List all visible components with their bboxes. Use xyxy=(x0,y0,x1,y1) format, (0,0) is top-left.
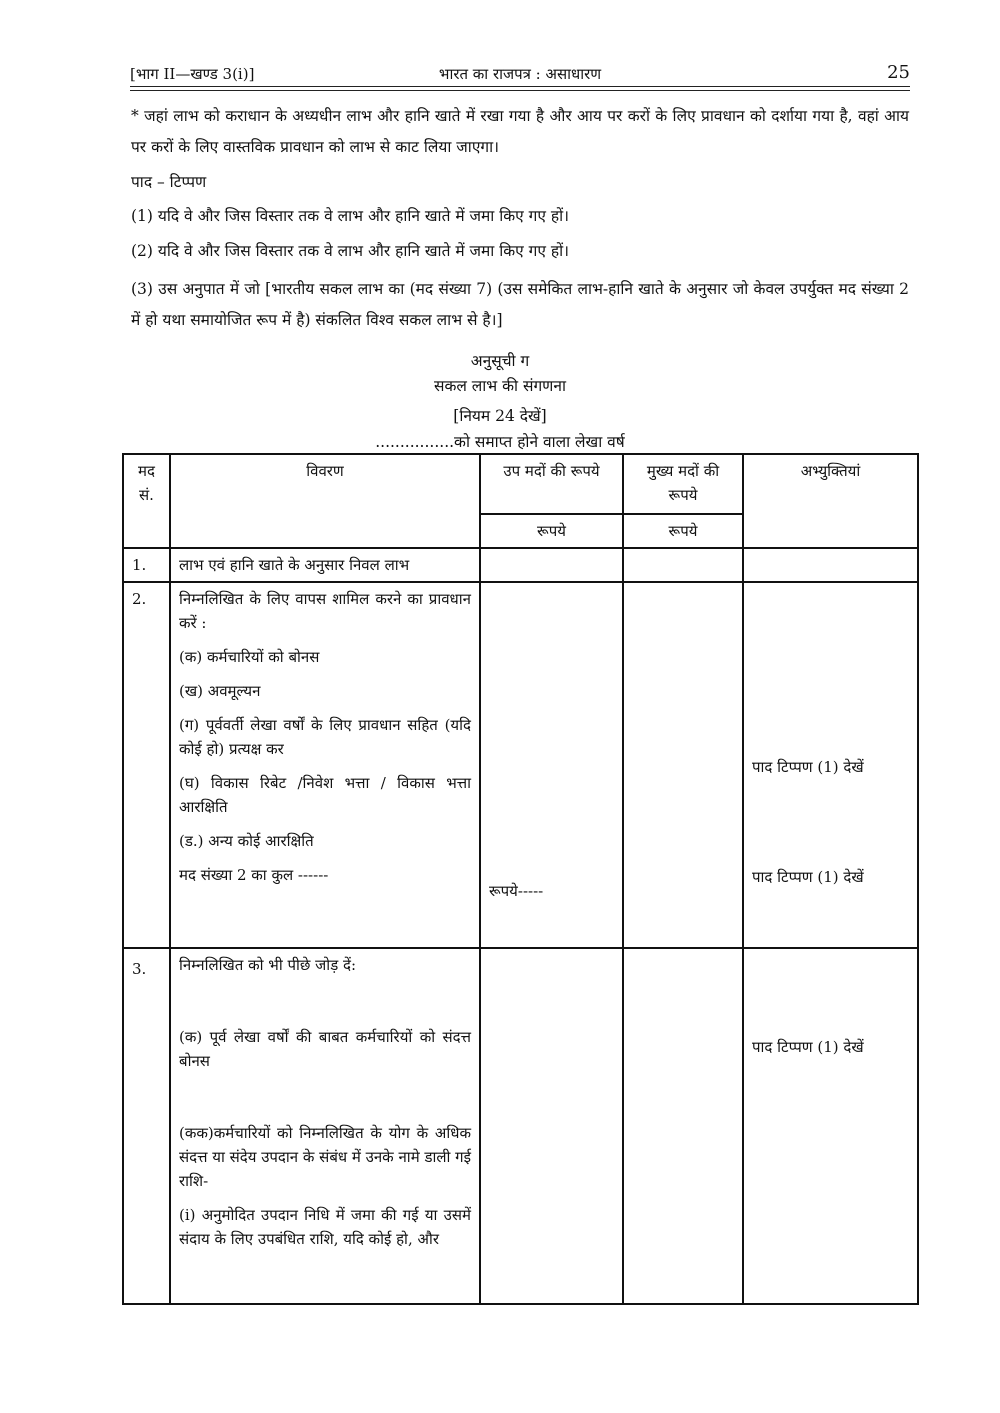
row-sub-amount xyxy=(480,548,623,582)
schedule-subtitle: सकल लाभ की संगणना xyxy=(433,377,567,395)
header-rule-top xyxy=(130,86,910,87)
list-item: (ख) अवमूल्यन xyxy=(179,682,261,700)
list-item: (i) अनुमोदित उपदान निधि में जमा की गई या उसमें संदाय के लिए उपबंधित राशि, यदि कोई हो, और xyxy=(179,1206,471,1248)
row-remarks xyxy=(743,582,918,948)
header-rule-bottom xyxy=(130,90,910,91)
remark-text: पाद टिप्पण (1) देखें xyxy=(752,758,864,776)
list-item: मद संख्या 2 का कुल ------ xyxy=(179,866,329,884)
footnote-3: (3) उस अनुपात में जो [भारतीय सकल लाभ का (मद संख्या 7) (उस समेकित लाभ-हानि खाते के अनुसार जो केवल उपर्युक्त मद संख्या 2 में हो यथा समायोजित रूप में है) संकलित विश्व सकल लाभ से है।] xyxy=(131,280,909,329)
table-header-row xyxy=(123,454,918,514)
table-row xyxy=(123,548,918,582)
list-item: (कक)कर्मचारियों को निम्नलिखित के योग के अधिक संदत्त या संदेय उपदान के संबंध में उनके नामे डाली गई राशि- xyxy=(179,1124,471,1190)
remark-text: पाद टिप्पण (1) देखें xyxy=(752,868,864,886)
table-row xyxy=(123,948,918,1304)
header-rupees-sub: रूपये xyxy=(480,514,623,548)
header-main-items: मुख्य मदों की रूपये xyxy=(623,454,743,514)
row-sno: 1. xyxy=(123,548,170,582)
list-item: (क) पूर्व लेखा वर्षों की बाबत कर्मचारियों को संदत्त बोनस xyxy=(179,1028,471,1070)
row-sno: 3. xyxy=(123,948,170,1304)
header-sub-items: उप मदों की रूपये xyxy=(480,454,623,514)
row-sub-amount xyxy=(480,948,623,1304)
intro-note: * जहां लाभ को कराधान के अध्यधीन लाभ और हानि खाते में रखा गया है और आय पर करों के लिए प्रावधान को दर्शाया गया है, वहां आय पर करों के लिए वास्तविक प्रावधान को लाभ से काट लिया जाएगा। xyxy=(131,107,909,156)
footnotes-heading: पाद – टिप्पण xyxy=(131,173,207,191)
remark-text: पाद टिप्पण (1) देखें xyxy=(752,1038,864,1056)
row-main-amount xyxy=(623,582,743,948)
list-item: (घ) विकास रिबेट /निवेश भत्ता / विकास भत्ता आरक्षिति xyxy=(179,774,471,816)
list-item: (ग) पूर्ववर्ती लेखा वर्षों के लिए प्रावधान सहित (यदि कोई हो) प्रत्यक्ष कर xyxy=(179,716,471,758)
row-description: लाभ एवं हानि खाते के अनुसार निवल लाभ xyxy=(170,548,480,582)
row-sub-total: रूपये----- xyxy=(489,882,544,900)
row-remarks xyxy=(743,548,918,582)
row-lead: निम्नलिखित के लिए वापस शामिल करने का प्रावधान करें : xyxy=(179,590,471,632)
table-row xyxy=(123,582,918,948)
header-part: [भाग II—खण्ड 3(i)] xyxy=(130,65,255,83)
header-description: विवरण xyxy=(170,454,480,548)
list-item: (ड.) अन्य कोई आरक्षिति xyxy=(179,832,314,850)
schedule-year-line: ................को समाप्त होने वाला लेखा वर्ष xyxy=(375,433,625,451)
page-number: 25 xyxy=(887,62,910,83)
header-sno: मद सं. xyxy=(123,454,170,548)
schedule-title: अनुसूची ग xyxy=(470,352,530,370)
gross-profit-table xyxy=(122,453,919,1305)
row-sno: 2. xyxy=(123,582,170,948)
row-main-amount xyxy=(623,948,743,1304)
row-main-amount xyxy=(623,548,743,582)
row-sub-amount xyxy=(480,582,623,948)
header-title: भारत का राजपत्र : असाधारण xyxy=(438,65,602,83)
row-remarks xyxy=(743,948,918,1304)
row-lead: निम्नलिखित को भी पीछे जोड़ दें: xyxy=(179,956,357,974)
schedule-rule-ref: [नियम 24 देखें] xyxy=(453,407,547,425)
row-description xyxy=(170,948,480,1304)
header-remarks: अभ्युक्तियां xyxy=(743,454,918,548)
page-header xyxy=(130,64,910,88)
footnote-1: (1) यदि वे और जिस विस्तार तक वे लाभ और हानि खाते में जमा किए गए हों। xyxy=(131,207,570,225)
header-rupees-main: रूपये xyxy=(623,514,743,548)
row-description xyxy=(170,582,480,948)
list-item: (क) कर्मचारियों को बोनस xyxy=(179,648,320,666)
footnote-2: (2) यदि वे और जिस विस्तार तक वे लाभ और हानि खाते में जमा किए गए हों। xyxy=(131,242,570,260)
